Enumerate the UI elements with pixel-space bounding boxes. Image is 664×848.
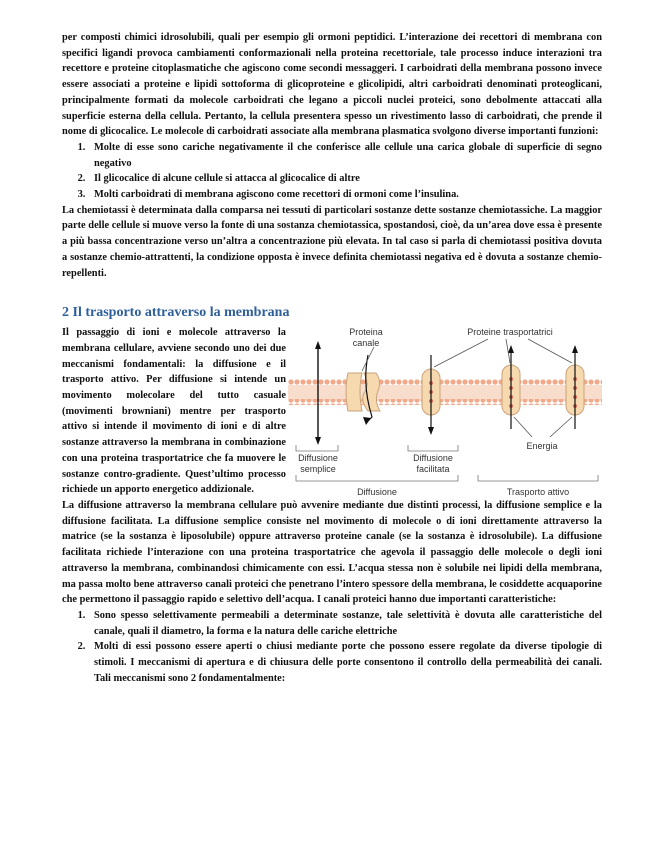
chemotaxis-paragraph: La chemiotassi è determinata dalla comparsa nei tessuti di particolari sostanze dette sostanze chemiotassiche. La maggior parte delle cellule si muove verso la fonte di una sostanza chemiotassica, spostandosi, cioè, da un’area dove essa è presente a più bassa concentrazione verso un’altra a concentrazione più elevata. In tal caso si parla di chemiotassi positiva dovuta a sostanze chemio-attrattenti, la condizione opposta è invece definita chemiotassi negativa ed è dovuta a sostanze chemio-repellenti. xyxy=(62,204,602,279)
label-diffusion: Diffusione xyxy=(357,487,397,498)
channel-pointer xyxy=(362,347,374,371)
transport-section xyxy=(62,325,602,498)
label-energy: Energia xyxy=(526,441,558,452)
lipid-bilayer xyxy=(288,379,602,405)
label-channel-protein-2: canale xyxy=(352,338,380,349)
carrier-protein-3 xyxy=(566,345,584,429)
functions-list xyxy=(62,140,602,203)
energy-pointers xyxy=(514,417,572,437)
label-channel-protein: Proteina xyxy=(349,327,383,338)
label-facilitated-diffusion: Diffusione xyxy=(413,453,453,464)
list-item: 2. Molti di essi possono essere aperti o chiusi mediante porte che possono essere regolate da diverse tipologie di stimoli. I meccanismi di apertura e di chiusura delle porte consentono il controllo della permeabilità dei canali. Tali meccanismi sono 2 fondamentalmente: xyxy=(88,639,602,686)
label-simple-diffusion: Diffusione xyxy=(298,453,338,464)
transport-paragraph: Il passaggio di ioni e molecole attraverso la membrana cellulare, avviene secondo uno dei due meccanismi fondamentali: la diffusione e il trasporto attivo. Per diffusione si intende un movimento molecolare del tutto casuale (movimenti browniani) mentre per trasporto attivo si intende il movimento di ioni e di altre sostanze attraverso la membrana in combinazione con una proteina trasportatrice che fa muovere le sostanze contro-gradiente. Quest’ultimo processo richiede un apporto energetico addizionale. xyxy=(62,327,286,496)
document-page xyxy=(62,30,602,686)
membrane-transport-figure xyxy=(288,325,602,521)
diffusion-paragraph: La diffusione attraverso la membrana cellulare può avvenire mediante due distinti processi, la diffusione semplice e la diffusione facilitata. La diffusione semplice consiste nel movimento di molecole o di ioni direttamente attraverso la matrice (se la sostanza è liposolubile) oppure attraverso proteine canale (se la sostanza è idrosolubile). La diffusione facilitata richiede l’interazione con una proteina trasportatrice che agevola il passaggio delle molecole o degli ioni attraverso la membrana, combinandosi chimicamente con essi. L’acqua stessa non è solubile nei lipidi della membrana, ma passa molto bene attraverso canali proteici che penetrano l’intero spessore della membrana, le cosiddette acquaporine che permettono il passaggio rapido e selettivo dell’acqua. I canali proteici hanno due importanti caratteristiche: xyxy=(62,499,602,606)
carrier-protein-2 xyxy=(502,345,520,429)
carrier-pointers xyxy=(434,339,572,367)
label-facilitated-diffusion-2: facilitata xyxy=(416,464,450,475)
label-active-transport: Trasporto attivo xyxy=(506,487,570,498)
list-item: 1. Sono spesso selettivamente permeabili a determinate sostanze, tale selettività è dovuta alle caratteristiche del canale, quali il diametro, la forma e la natura delle cariche elettriche xyxy=(88,608,602,639)
label-carrier-proteins: Proteine trasportatrici xyxy=(467,327,553,338)
carrier-protein-1 xyxy=(422,355,440,435)
channel-characteristics-list xyxy=(62,608,602,687)
list-item: 1. Molte di esse sono cariche negativamente il che conferisce alle cellule una carica globale di superficie di segno negativo xyxy=(88,140,602,171)
section-heading: 2 Il trasporto attraverso la membrana xyxy=(62,305,290,321)
list-item: 3. Molti carboidrati di membrana agiscono come recettori di ormoni come l’insulina. xyxy=(88,187,602,203)
intro-paragraph: per composti chimici idrosolubili, quali per esempio gli ormoni peptidici. L’interazione dei recettori di membrana con specifici ligandi provoca cambiamenti conformazionali nella proteina recettoriale, tale processo induce interazioni tra recettore e proteine citoplasmatiche che agiscono come secondi messaggeri. I carboidrati della membrana possono invece essere associati a proteine e lipidi sottoforma di glicoproteine e glicolipidi, altri carboidrati denominati proteoglicani, principalmente formati da molecole carboidrati che legano a piccoli nuclei proteici, sono debolmente attaccati alla superficie esterna della cellula. Pertanto, la cellula presentera spesso un rivestimento lasso di carboidrati, che prende il nome di glicocalice. Le molecole di carboidrati associate alla membrana plasmatica svolgono diverse importanti funzioni: xyxy=(62,32,602,138)
list-item: 2. Il glicocalice di alcune cellule si attacca al glicocalice di altre xyxy=(88,171,602,187)
label-simple-diffusion-2: semplice xyxy=(300,464,336,475)
